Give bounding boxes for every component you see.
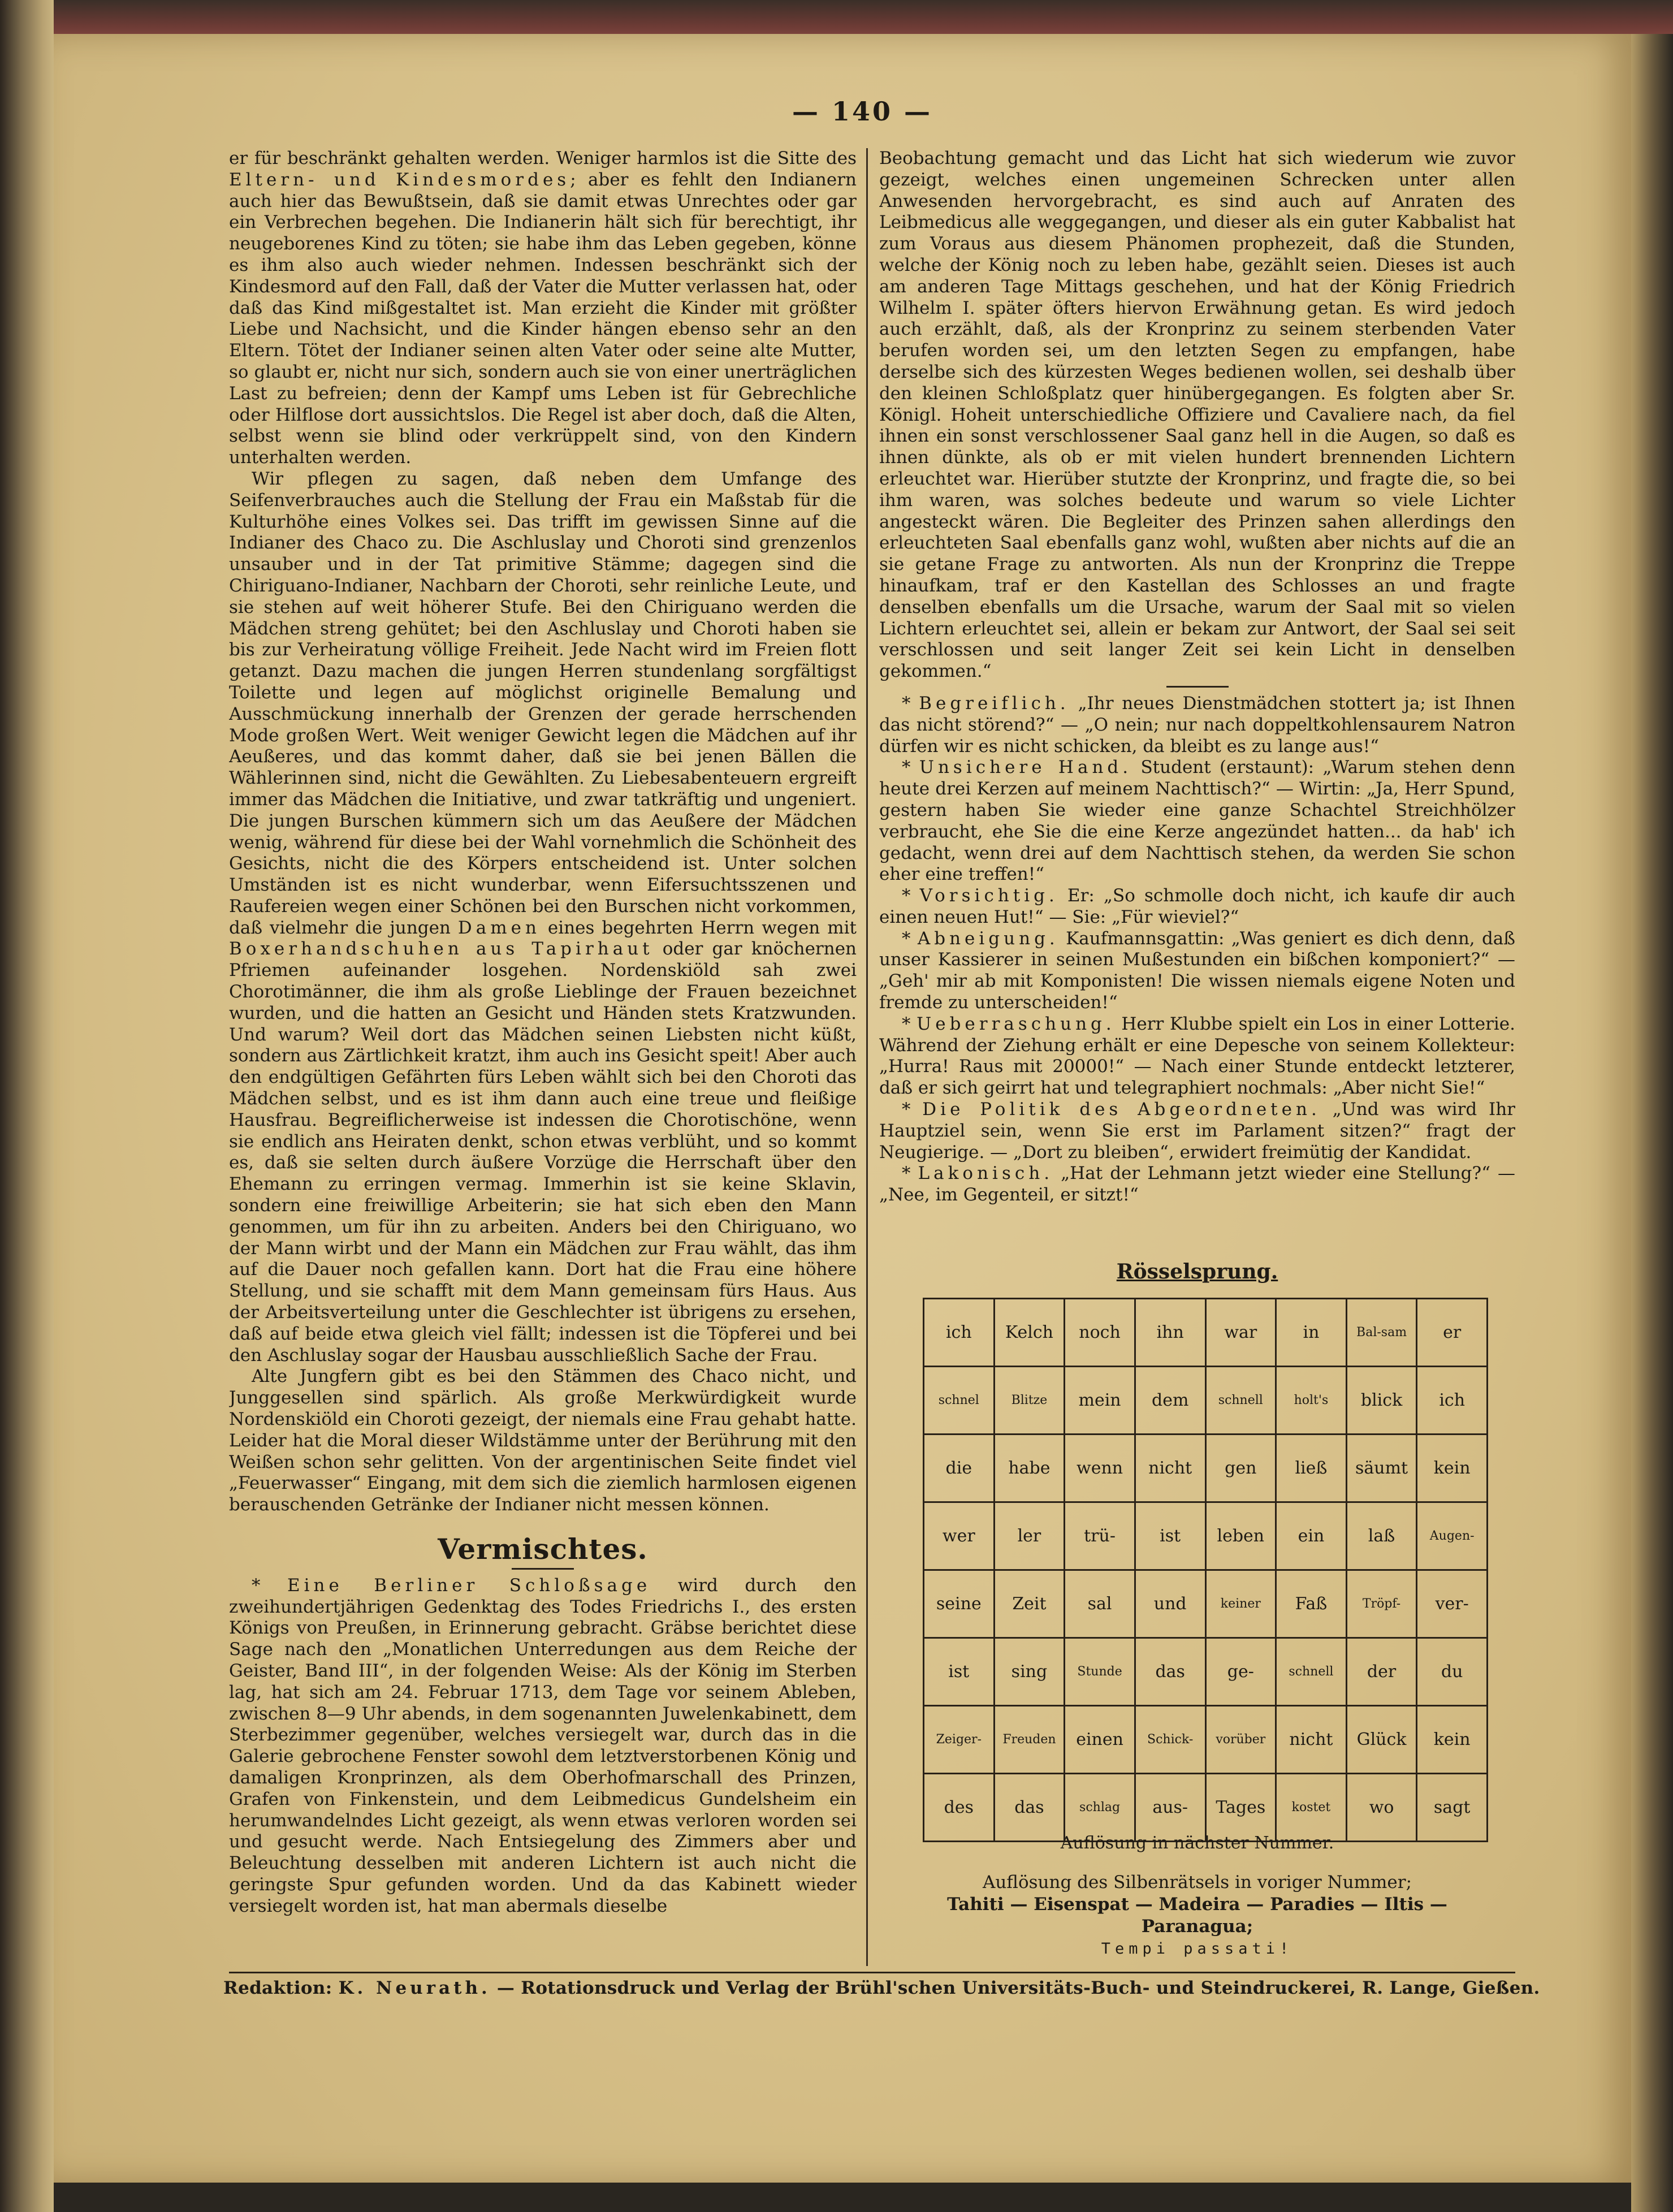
grid-row (924, 1299, 1488, 1367)
vermischtes-body (229, 1575, 857, 1917)
grid-cell: kostet (1276, 1774, 1347, 1842)
grid-cell: ver- (1417, 1570, 1488, 1638)
grid-cell: sagt (1417, 1774, 1488, 1842)
paragraph (229, 148, 857, 469)
grid-cell: Faß (1276, 1570, 1347, 1638)
emphasized-text: Eine Berliner Schloßsage (287, 1575, 651, 1596)
joke-title: Lakonisch. (918, 1163, 1054, 1184)
asterisk-icon: * (902, 757, 919, 778)
paragraph (229, 469, 857, 1366)
text-run: eines begehrten Herrn wegen mit (540, 917, 857, 938)
joke-item (879, 1014, 1515, 1099)
footer-editor: K. Neurath. (338, 1978, 491, 1998)
grid-cell: keiner (1205, 1570, 1276, 1638)
grid-cell: laß (1346, 1502, 1417, 1570)
grid-cell: der (1346, 1638, 1417, 1706)
text-run: * (252, 1575, 288, 1596)
joke-title: Ueberraschung. (917, 1013, 1116, 1034)
grid-cell: ist (1135, 1502, 1205, 1570)
grid-cell: einen (1065, 1706, 1135, 1774)
grid-cell: das (1135, 1638, 1205, 1706)
emphasized-text: Damen (457, 917, 541, 938)
emphasized-text: Boxerhandschuhen aus Tapirhaut (229, 939, 654, 960)
solution-motto: Tempi passati! (1101, 1940, 1294, 1958)
grid-cell: Tröpf- (1346, 1570, 1417, 1638)
joke-title: Vorsichtig. (919, 885, 1058, 906)
grid-cell: ich (924, 1299, 995, 1367)
grid-cell: ließ (1276, 1435, 1347, 1502)
story-end-rule (1166, 686, 1229, 688)
grid-cell: nicht (1135, 1435, 1205, 1502)
asterisk-icon: * (902, 885, 920, 906)
grid-cell: das (994, 1774, 1065, 1842)
grid-cell: du (1417, 1638, 1488, 1706)
joke-item (879, 757, 1515, 885)
asterisk-icon: * (902, 1099, 923, 1120)
grid-cell: leben (1205, 1502, 1276, 1570)
joke-item (879, 1099, 1515, 1163)
grid-cell: in (1276, 1299, 1347, 1367)
solution-line3: Paranagua; (1141, 1916, 1253, 1937)
grid-row (924, 1502, 1488, 1570)
joke-text: „Und was wird Ihr Hauptziel sein, wenn Sie erst im Parlament sitzen?“ fragt der Neugierige. — „Dort zu bleiben“, erwidert freimütig der Kandidat. (879, 1099, 1515, 1163)
grid-cell: Glück (1346, 1706, 1417, 1774)
grid-cell: und (1135, 1570, 1205, 1638)
grid-cell: Schick- (1135, 1706, 1205, 1774)
grid-cell: war (1205, 1299, 1276, 1367)
asterisk-icon: * (902, 928, 918, 949)
joke-item (879, 928, 1515, 1014)
left-article-body (229, 148, 857, 1516)
text-run: Alte Jungfern gibt es bei den Stämmen des Chaco nicht, und Junggesellen sind spärlich. Als große Merkwürdigkeit wurde Nordenskiöld ein Choroti gezeigt, der niemals eine Frau gehabt hatte. Leider hat die Moral dieser Wildstämme unter der Berührung mit den Weißen schon sehr gelitten. Von der argentinischen Seite findet viel „Feuerwasser“ Eingang, mit dem sich die ziemlich harmlosen eigenen berauschenden Getränke der Indianer nicht messen können. (229, 1366, 857, 1515)
grid-cell: Zeiger- (924, 1706, 995, 1774)
solution-line2: Tahiti — Eisenspat — Madeira — Paradies — Iltis — (947, 1894, 1447, 1915)
grid-cell: wenn (1065, 1435, 1135, 1502)
grid-cell: sing (994, 1638, 1065, 1706)
grid-cell: ler (994, 1502, 1065, 1570)
grid-cell: holt's (1276, 1367, 1347, 1435)
paragraph (229, 1366, 857, 1516)
joke-text: Kaufmannsgattin: „Was geniert es dich denn, daß unser Kassierer in seinen Mußestunden ein bißchen komponiert?“ — „Geh' mir ab mit Komponisten! Die wissen niemals eigene Noten und fremde zu unterscheiden!“ (879, 928, 1515, 1013)
text-run: er für beschränkt gehalten werden. Weniger harmlos ist die Sitte des (229, 148, 857, 169)
text-run: wird durch den zweihundertjährigen Gedenktag des Todes Friedrichs I., des ersten Königs von Preußen, in Erinnerung gebracht. Gräbse berichtet diese Sage nach den „Monatlichen Unterredungen aus dem Reiche der Geister, Band III“, in der folgenden Weise: Als der König im Sterben lag, hat sich am 24. Februar 1713, dem Tage vor seinem Ableben, zwischen 8—9 Uhr abends, in dem sogenannten Juwelenkabinett, dem Sterbezimmer gegenüber, welches versiegelt war, durch das in die Galerie gebrochene Fenster sowohl dem letztverstorbenen König und damaligen Kronprinzen, als dem Oberhofmarschall des Prinzen, Grafen von Finkenstein, und dem Leibmedicus Gundelsheim ein herumwandelndes Licht gezeigt, als wenn etwas verloren worden sei und gesucht werde. Nach Entsiegelung des Zimmers aber und Beleuchtung desselben mit anderen Lichtern ist auch nicht die geringste Spur gefunden worden. Und da das Kabinett wieder versiegelt worden ist, hat man abermals dieselbe (229, 1575, 857, 1916)
grid-cell: schnell (1276, 1638, 1347, 1706)
grid-cell: gen (1205, 1435, 1276, 1502)
grid-cell: schnel (924, 1367, 995, 1435)
puzzle-title: Rösselsprung. (1116, 1260, 1278, 1284)
grid-cell: wer (924, 1502, 995, 1570)
asterisk-icon: * (902, 1163, 918, 1184)
joke-title: Die Politik des Abgeordneten. (922, 1099, 1321, 1120)
grid-cell: schlag (1065, 1774, 1135, 1842)
grid-row (924, 1706, 1488, 1774)
grid-cell: Tages (1205, 1774, 1276, 1842)
heading-rule (512, 1568, 574, 1570)
grid-cell: wo (1346, 1774, 1417, 1842)
scan-right-edge (1631, 34, 1673, 2212)
imprint-footer (223, 1978, 1540, 1998)
grid-cell: trü- (1065, 1502, 1135, 1570)
puzzle-note: Auflösung in nächster Nummer. (1060, 1833, 1334, 1853)
grid-cell: des (924, 1774, 995, 1842)
grid-cell: kein (1417, 1706, 1488, 1774)
grid-cell: noch (1065, 1299, 1135, 1367)
section-heading-vermischtes: Vermischtes. (438, 1532, 648, 1566)
grid-cell: sal (1065, 1570, 1135, 1638)
joke-title: Abneigung. (917, 928, 1059, 949)
grid-cell: die (924, 1435, 995, 1502)
grid-cell: Stunde (1065, 1638, 1135, 1706)
grid-cell: kein (1417, 1435, 1488, 1502)
right-column (879, 148, 1515, 1268)
grid-cell: habe (994, 1435, 1065, 1502)
grid-cell: Bal-sam (1346, 1299, 1417, 1367)
joke-text: Er: „So schmolle doch nicht, ich kaufe dir auch einen neuen Hut!“ — Sie: „Für wieviel?“ (879, 885, 1515, 927)
footer-label: Redaktion: (223, 1978, 332, 1998)
grid-cell: aus- (1135, 1774, 1205, 1842)
joke-item (879, 1163, 1515, 1206)
grid-cell: mein (1065, 1367, 1135, 1435)
joke-text: Herr Klubbe spielt ein Los in einer Lotterie. Während der Ziehung erhält er eine Depesche von seinem Kollekteur: „Hurra! Raus mit 20000!“ — Nach einer Stunde entdeckt letzterer, daß er sich geirrt hat und telegraphiert nochmals: „Aber nicht Sie!“ (879, 1013, 1515, 1099)
text-run: oder gar knöchernen Pfriemen aufeinander losgehen. Nordenskiöld sah zwei Chorotimänner, die ihm als große Lieblinge der Frauen bezeichnet wurden, und die hatten an Gesicht und Händen stets Kratzwunden. Und warum? Weil dort das Mädchen seinen Liebsten nicht küßt, sondern aus Zärtlichkeit kratzt, ihm auch ins Gesicht speit! Aber auch den endgültigen Gefährten fürs Leben wählt sich bei den Choroti das Mädchen selbst, und es ist ihm dann auch eine treue und fleißige Hausfrau. Begreiflicherweise ist indessen die Chorotischöne, wenn sie endlich ans Heiraten denkt, schon etwas verblüht, und so kommt es, daß sie selten durch äußere Vorzüge die Herrschaft über den Ehemann zu erringen vermag. Immerhin ist sie keine Sklavin, sondern eine freiwillige Arbeiterin; sie hat sich eben den Mann genommen, um für ihn zu arbeiten. Anders bei den Chiriguano, wo der Mann wirbt und der Mann ein Mädchen zur Frau wählt, das ihm auf die Dauer noch gefallen kann. Dort hat die Frau eine höhere Stellung, und sie schafft mit dem Mann gemeinsam fürs Haus. Aus der Arbeitsverteilung unter die Geschlechter ist übrigens zu ersehen, daß auf beide etwa gleich viel fällt; indessen ist die Töpferei und bei den Aschluslay sogar der Hausbau ausschließlich Sache der Frau. (229, 939, 857, 1366)
joke-text: Student (erstaunt): „Warum stehen denn heute drei Kerzen auf meinem Nachttisch?“ — Wirtin: „Ja, Herr Spund, gestern haben Sie wieder eine ganze Schachtel Streichhölzer verbraucht, ehe Sie die eine Kerze angezündet hatten... da hab' ich gedacht, wenn drei auf dem Nachttisch stehen, da werden Sie schon eher eine treffen!“ (879, 757, 1515, 885)
page-number: — 140 — (792, 96, 933, 127)
grid-row (924, 1367, 1488, 1435)
grid-cell: Freuden (994, 1706, 1065, 1774)
joke-item (879, 693, 1515, 757)
text-run: Wir pflegen zu sagen, daß neben dem Umfange des Seifenverbrauches auch die Stellung der Frau ein Maßstab für die Kulturhöhe eines Volkes sei. Das trifft im gewissen Sinne auf die Indianer des Chaco zu. Die Aschluslay und Choroti sind grenzenlos unsauber und in der Tat primitive Stämme; dagegen sind die Chiriguano-Indianer, Nachbarn der Choroti, sehr reinliche Leute, und sie stehen auf weit höherer Stufe. Bei den Chiriguano werden die Mädchen streng gehütet; bei den Aschluslay und Choroti haben sie bis zur Verheiratung völlige Freiheit. Jede Nacht wird im Freien flott getanzt. Dazu machen die jungen Herren stundenlang sorgfältigst Toilette und legen auf möglichst originelle Bemalung und Ausschmückung innerhalb der Grenzen der gerade herrschenden Mode großen Wert. Weit weniger Gewicht legen die Mädchen auf ihr Aeußeres, und das kommt daher, daß sie bei jenen Bällen die Wählerinnen sind, nicht die Gewählten. Zu Liebesabenteuern ergreift immer das Mädchen die Initiative, und zwar tatkräftig und ungeniert. Die jungen Burschen kümmern sich um das Aeußere der Mädchen wenig, während für diese bei der Wahl vornehmlich die Schönheit des Gesichts, nicht die des Körpers entscheidend ist. Unter solchen Umständen ist es nicht wunderbar, wenn Eifersuchtsszenen und Raufereien wegen einer Schönen bei den Burschen nicht vorkommen, daß vielmehr die jungen (229, 468, 857, 938)
scan-left-edge (0, 0, 54, 2212)
grid-cell: ich (1417, 1367, 1488, 1435)
asterisk-icon: * (902, 1013, 917, 1034)
solution-box (879, 1872, 1515, 1960)
grid-cell: nicht (1276, 1706, 1347, 1774)
emphasized-text: Eltern- und Kindesmordes (229, 169, 570, 190)
joke-text: „Ihr neues Dienstmädchen stottert ja; ist Ihnen das nicht störend?“ — „O nein; nur nach doppeltkohlensaurem Natron dürfen wir es nicht schicken, da bleibt es zu lange aus!“ (879, 693, 1515, 757)
joke-text: „Hat der Lehmann jetzt wieder eine Stellung?“ — „Nee, im Gegenteil, er sitzt!“ (879, 1163, 1515, 1206)
grid-cell: schnell (1205, 1367, 1276, 1435)
grid-cell: blick (1346, 1367, 1417, 1435)
joke-item (879, 885, 1515, 928)
footer-rule (229, 1972, 1515, 1973)
grid-cell: dem (1135, 1367, 1205, 1435)
grid-cell: ihn (1135, 1299, 1205, 1367)
grid-cell: Zeit (994, 1570, 1065, 1638)
grid-row (924, 1435, 1488, 1502)
knights-tour-grid (923, 1298, 1488, 1842)
jokes-list (879, 693, 1515, 1206)
paragraph (229, 1575, 857, 1917)
grid-cell: säumt (1346, 1435, 1417, 1502)
grid-cell: ein (1276, 1502, 1347, 1570)
continuation-text: Beobachtung gemacht und das Licht hat sich wiederum wie zuvor gezeigt, welches einen ungemeinen Schrecken unter allen Anwesenden hervorgebracht, es sind auch auf Anraten des Leibmedicus alle weggegangen, und dieser als ein guter Kabbalist hat zum Voraus aus diesem Phänomen prophezeit, daß die Stunden, welche der König noch zu leben habe, gezählt seien. Dieses ist auch am anderen Tage Mittags geschehen, und hat der König Friedrich Wilhelm I. später öfters hiervon Erwähnung getan. Es wird jedoch auch erzählt, daß, als der Kronprinz zu seinem sterbenden Vater berufen worden sei, um den letzten Segen zu empfangen, habe derselbe sich des kürzesten Weges bedienen wollen, sei deshalb über den kleinen Schloßplatz quer hinübergegangen. Es folgten aber Sr. Königl. Hoheit unterschiedliche Offiziere und Cavaliere nach, da fiel ihnen ein sonst verschlossener Saal ganz hell in die Augen, so daß es ihnen dünkte, als ob er mit vielen hundert brennenden Lichtern erleuchtet war. Hierüber stutzte der Kronprinz, und fragte die, so bei ihm waren, was solches bedeute und warum so viele Lichter angesteckt wären. Die Begleiter des Prinzen sahen allerdings den erleuchteten Saal ebenfalls ganz wohl, wußten aber nichts auf die an sie getane Frage zu antworten. Als nun der Kronprinz die Treppe hinaufkam, traf er den Kastellan des Schlosses an und fragte denselben ebenfalls um die Ursache, warum der Saal mit so vielen Lichtern erleuchtet sei, allein er bekam zur Antwort, der Saal sei seit verschlossen und seit langer Zeit sei kein Licht in denselben gekommen.“ (879, 148, 1515, 682)
footer-rest: — Rotationsdruck und Verlag der Brühl'schen Universitäts-Buch- und Steindruckerei, R. Lange, Gießen. (490, 1978, 1540, 1998)
asterisk-icon: * (902, 693, 919, 714)
grid-row (924, 1638, 1488, 1706)
text-run: ; aber es fehlt den Indianern auch hier das Bewußtsein, daß sie damit etwas Unrechtes oder gar ein Verbrechen begehen. Die Indianerin hält sich für berechtigt, ihr neugeborenes Kind zu töten; sie habe ihm das Leben gegeben, könne es ihm also auch wieder nehmen. Indessen beschränkt sich der Kindesmord auf den Fall, daß der Vater die Mutter verlassen hat, oder daß das Kind mißgestaltet ist. Man erzieht die Kinder mit größter Liebe und Nachsicht, und die Kinder hängen ebenso sehr an den Eltern. Tötet der Indianer seinen alten Vater oder seine alte Mutter, so glaubt er, nicht nur sich, sondern auch sie von einer unerträglichen Last zu befreien; denn der Kampf ums Leben ist für Gebrechliche oder Hilflose dort aussichtslos. Die Regel ist aber doch, daß die Alten, selbst wenn sie blind oder verkrüppelt sind, von den Kindern unterhalten werden. (229, 169, 857, 468)
joke-title: Unsichere Hand. (919, 757, 1132, 778)
grid-cell: er (1417, 1299, 1488, 1367)
grid-cell: ge- (1205, 1638, 1276, 1706)
joke-title: Begreiflich. (919, 693, 1070, 714)
grid-row (924, 1570, 1488, 1638)
column-divider (866, 148, 868, 1966)
grid-row (924, 1774, 1488, 1842)
grid-cell: vorüber (1205, 1706, 1276, 1774)
grid-cell: seine (924, 1570, 995, 1638)
grid-cell: Blitze (994, 1367, 1065, 1435)
grid-cell: Kelch (994, 1299, 1065, 1367)
solution-line1: Auflösung des Silbenrätsels in voriger Nummer; (982, 1872, 1412, 1893)
grid-cell: Augen- (1417, 1502, 1488, 1570)
left-column (229, 148, 857, 1963)
grid-cell: ist (924, 1638, 995, 1706)
